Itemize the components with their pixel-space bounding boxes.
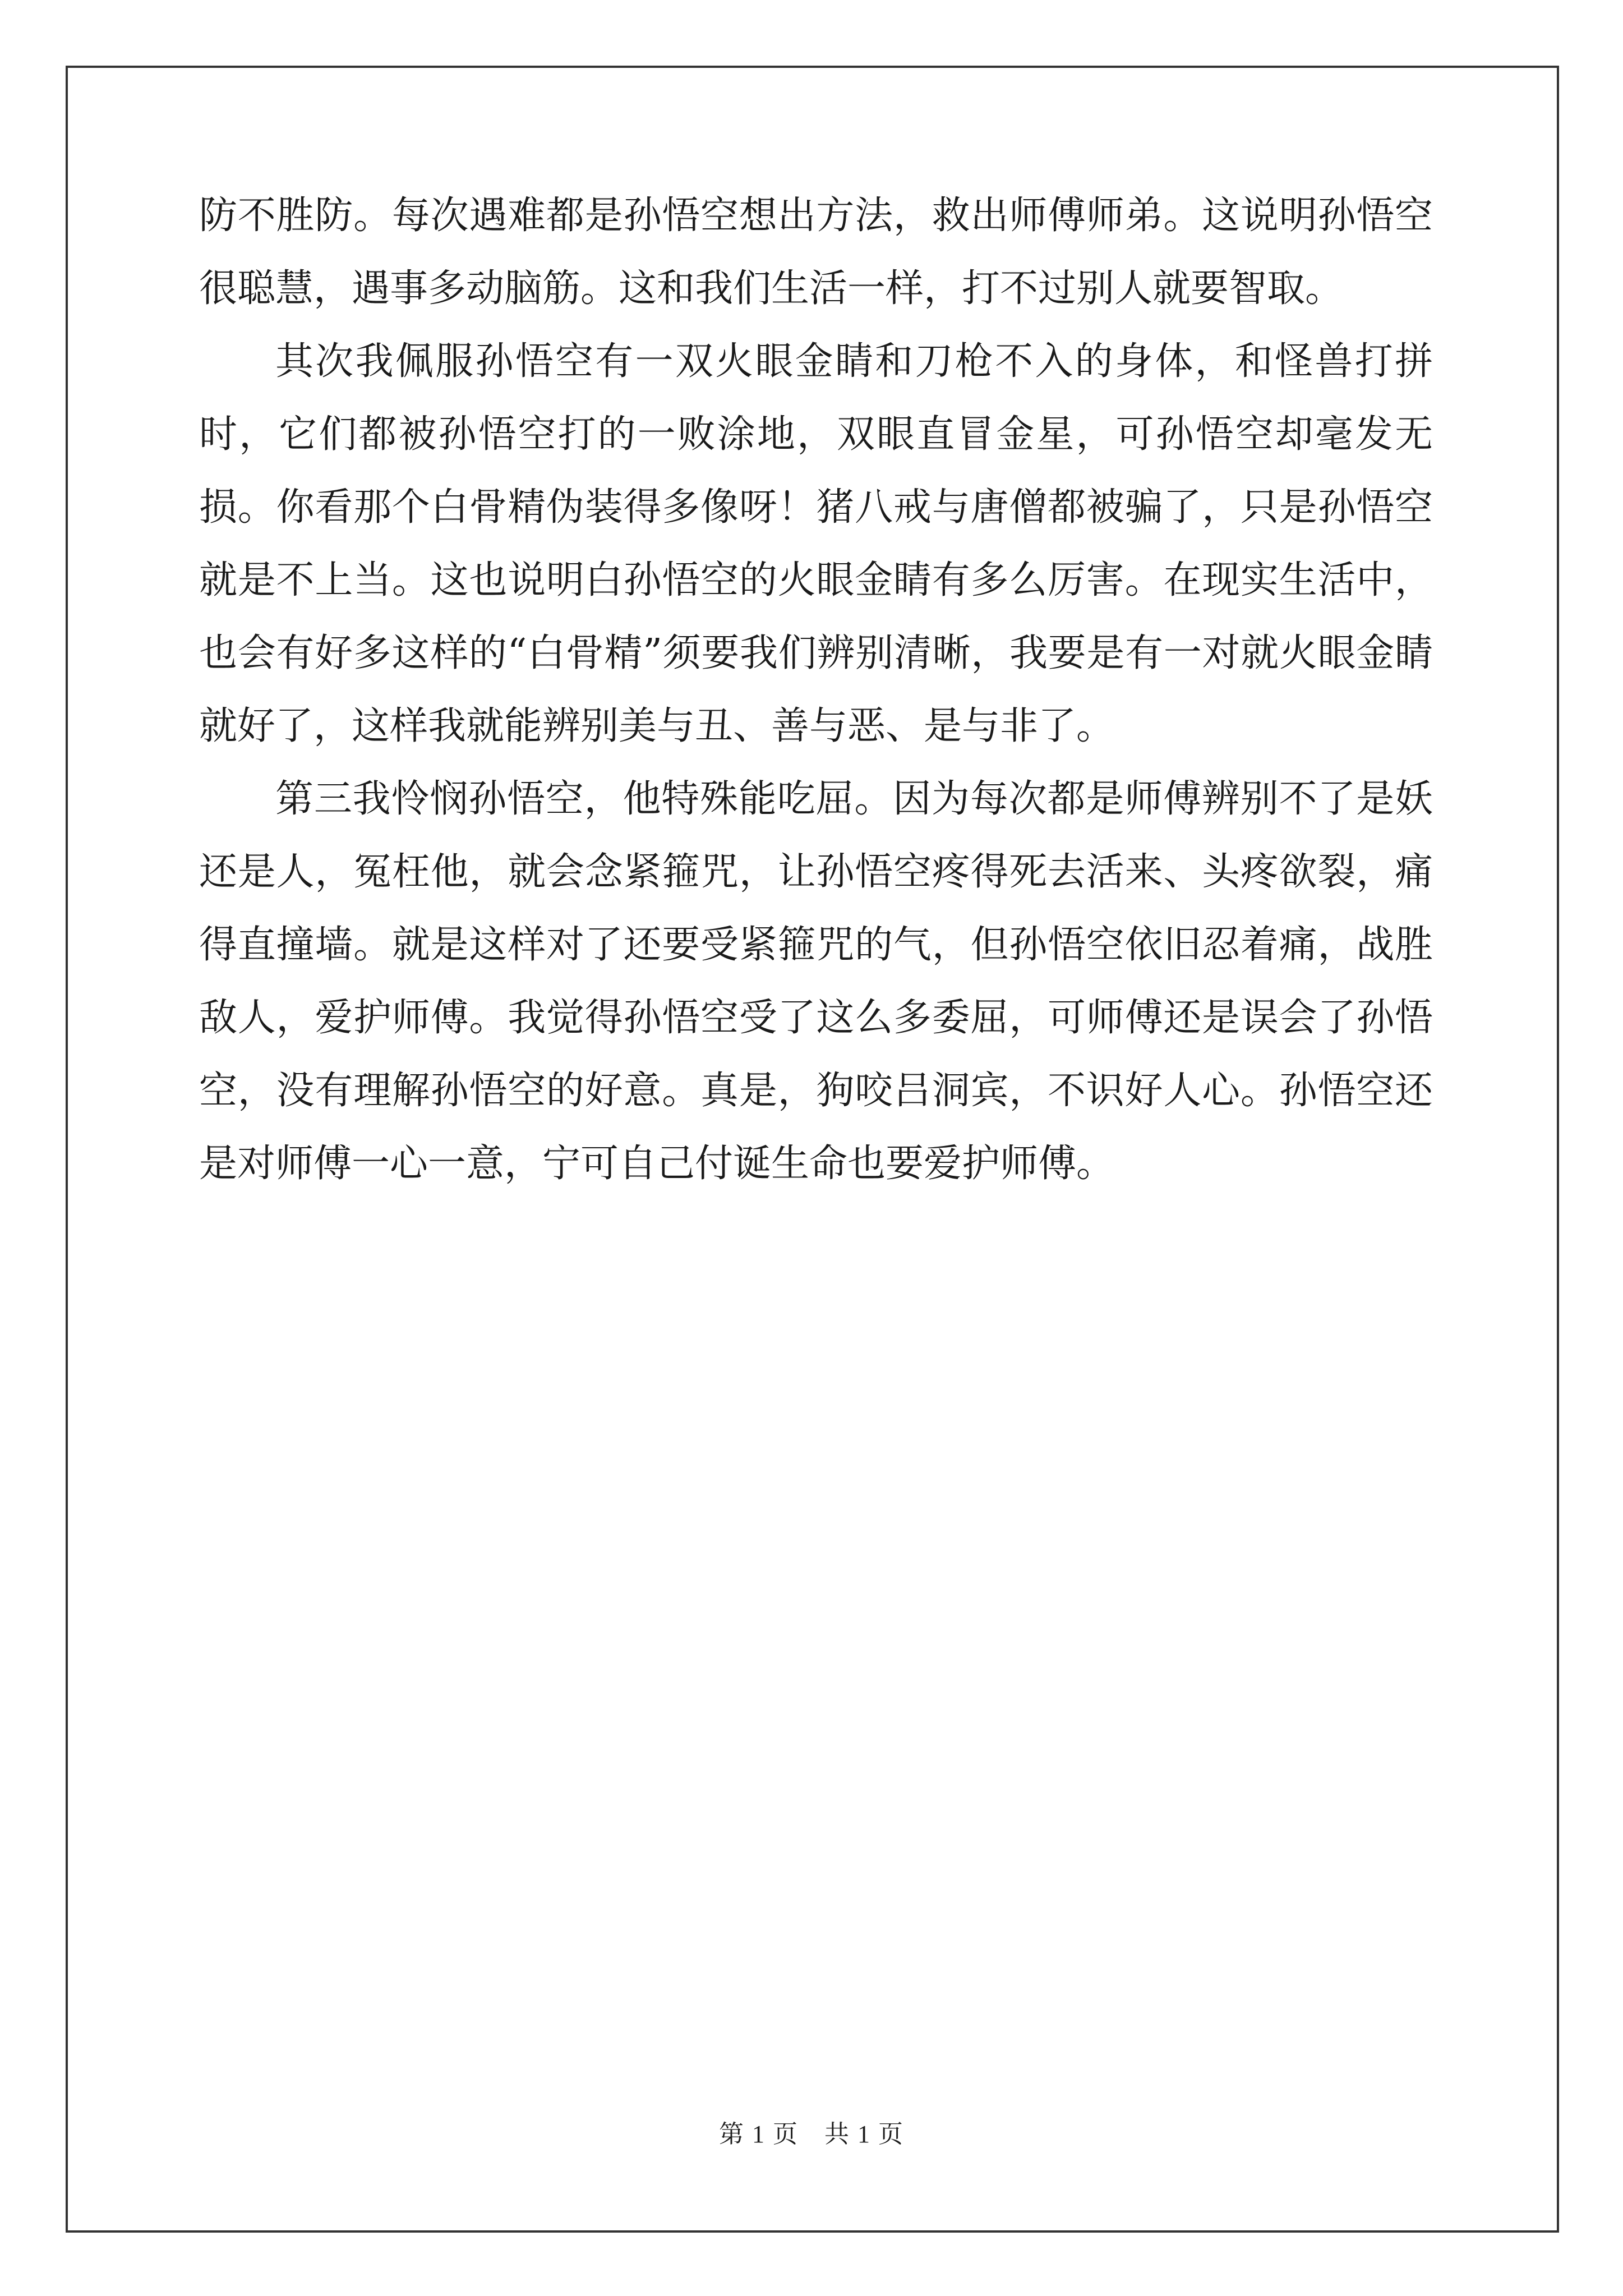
paragraph-1: 防不胜防。每次遇难都是孙悟空想出方法，救出师傅师弟。这说明孙悟空很聪慧，遇事多动脑筋。这和我们生活一样，打不过别人就要智取。 <box>199 194 1433 311</box>
paragraph-3: 第三我怜悯孙悟空，他特殊能吃屈。因为每次都是师傅辨别不了是妖还是人，冤枉他，就会念紧箍咒，让孙悟空疼得死去活来、头疼欲裂，痛得直撞墙。就是这样对了还要受紧箍咒的气，但孙悟空依旧忍着痛，战胜敌人，爱护师傅。我觉得孙悟空受了这么多委屈，可师傅还是误会了孙悟空，没有理解孙悟空的好意。真是，狗咬吕洞宾，不识好人心。孙悟空还是对师傅一心一意，宁可自己付诞生命也要爱护师傅。 <box>199 777 1433 1186</box>
paragraph-2: 其次我佩服孙悟空有一双火眼金睛和刀枪不入的身体，和怪兽打拼时，它们都被孙悟空打的一败涂地，双眼直冒金星，可孙悟空却毫发无损。你看那个白骨精伪装得多像呀！猪八戒与唐僧都被骗了，只是孙悟空就是不上当。这也说明白孙悟空的火眼金睛有多么厉害。在现实生活中，也会有好多这样的“白骨精”须要我们辨别清晰，我要是有一对就火眼金睛就好了，这样我就能辨别美与丑、善与恶、是与非了。 <box>199 339 1433 748</box>
page-number-footer: 第 1 页 共 1 页 <box>719 2120 904 2148</box>
document-body <box>199 180 1433 1200</box>
